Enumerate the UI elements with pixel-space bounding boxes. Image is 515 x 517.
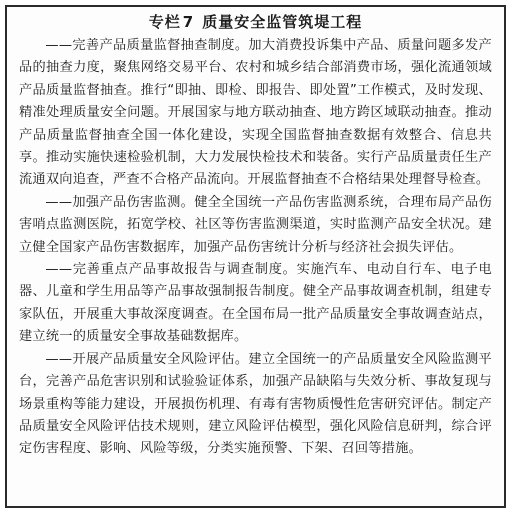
column-box — [5, 5, 506, 508]
box-body — [7, 33, 504, 461]
paragraph-accident-reporting: ——完善重点产品事故报告与调查制度。实施汽车、电动自行车、电子电器、儿童和学生用品等产品事故强制报告制度。健全产品事故调查机制，组建专家队伍，开展重大事故深度调查。在全国布局一批产品质量安全事故调查站点，建立统一的质量安全事故基础数据库。 — [19, 262, 492, 345]
box-title-number: 7 — [182, 13, 195, 31]
box-title-text: 质量安全监管筑堤工程 — [202, 13, 363, 31]
paragraph-risk-assessment: ——开展产品质量安全风险评估。建立全国统一的产品质量安全风险监测平台，完善产品危害识别和试验验证体系，加强产品缺陷与失效分析、事故复现与场景重构等能力建设，开展损伤机理、有毒有害物质慢性危害研究评估。制定产品质量安全风险评估技术规则，建立风险评估模型，强化风险信息研判，综合评定伤害程度、影响、风险等级，分类实施预警、下架、召回等措施。 — [19, 351, 492, 457]
box-title — [7, 11, 504, 33]
paragraph-supervision-spot-check: ——完善产品质量监督抽查制度。加大消费投诉集中产品、质量问题多发产品的抽查力度，聚焦网络交易平台、农村和城乡结合部消费市场，强化流通领域产品质量监督抽查。推行“即抽、即检、即报告、即处置”工作模式，及时发现、精准处理质量安全问题。开展国家与地方联动抽查、地方跨区域联动抽查。推动产品质量监督抽查全国一体化建设，实现全国监督抽查数据有效整合、信息共享。推动实施快速检验机制，大力发展快检技术和装备。实行产品质量责任生产流通双向追查，严查不合格产品流向。开展监督抽查不合格结果处理督导检查。 — [19, 38, 492, 188]
paragraph-injury-monitoring: ——加强产品伤害监测。健全全国统一产品伤害监测系统，合理布局产品伤害哨点监测医院，拓宽学校、社区等伤害监测渠道，实时监测产品安全状况。建立健全国家产品伤害数据库，加强产品伤害统计分析与经济社会损失评估。 — [19, 194, 492, 255]
box-title-label: 专栏 — [148, 13, 181, 31]
